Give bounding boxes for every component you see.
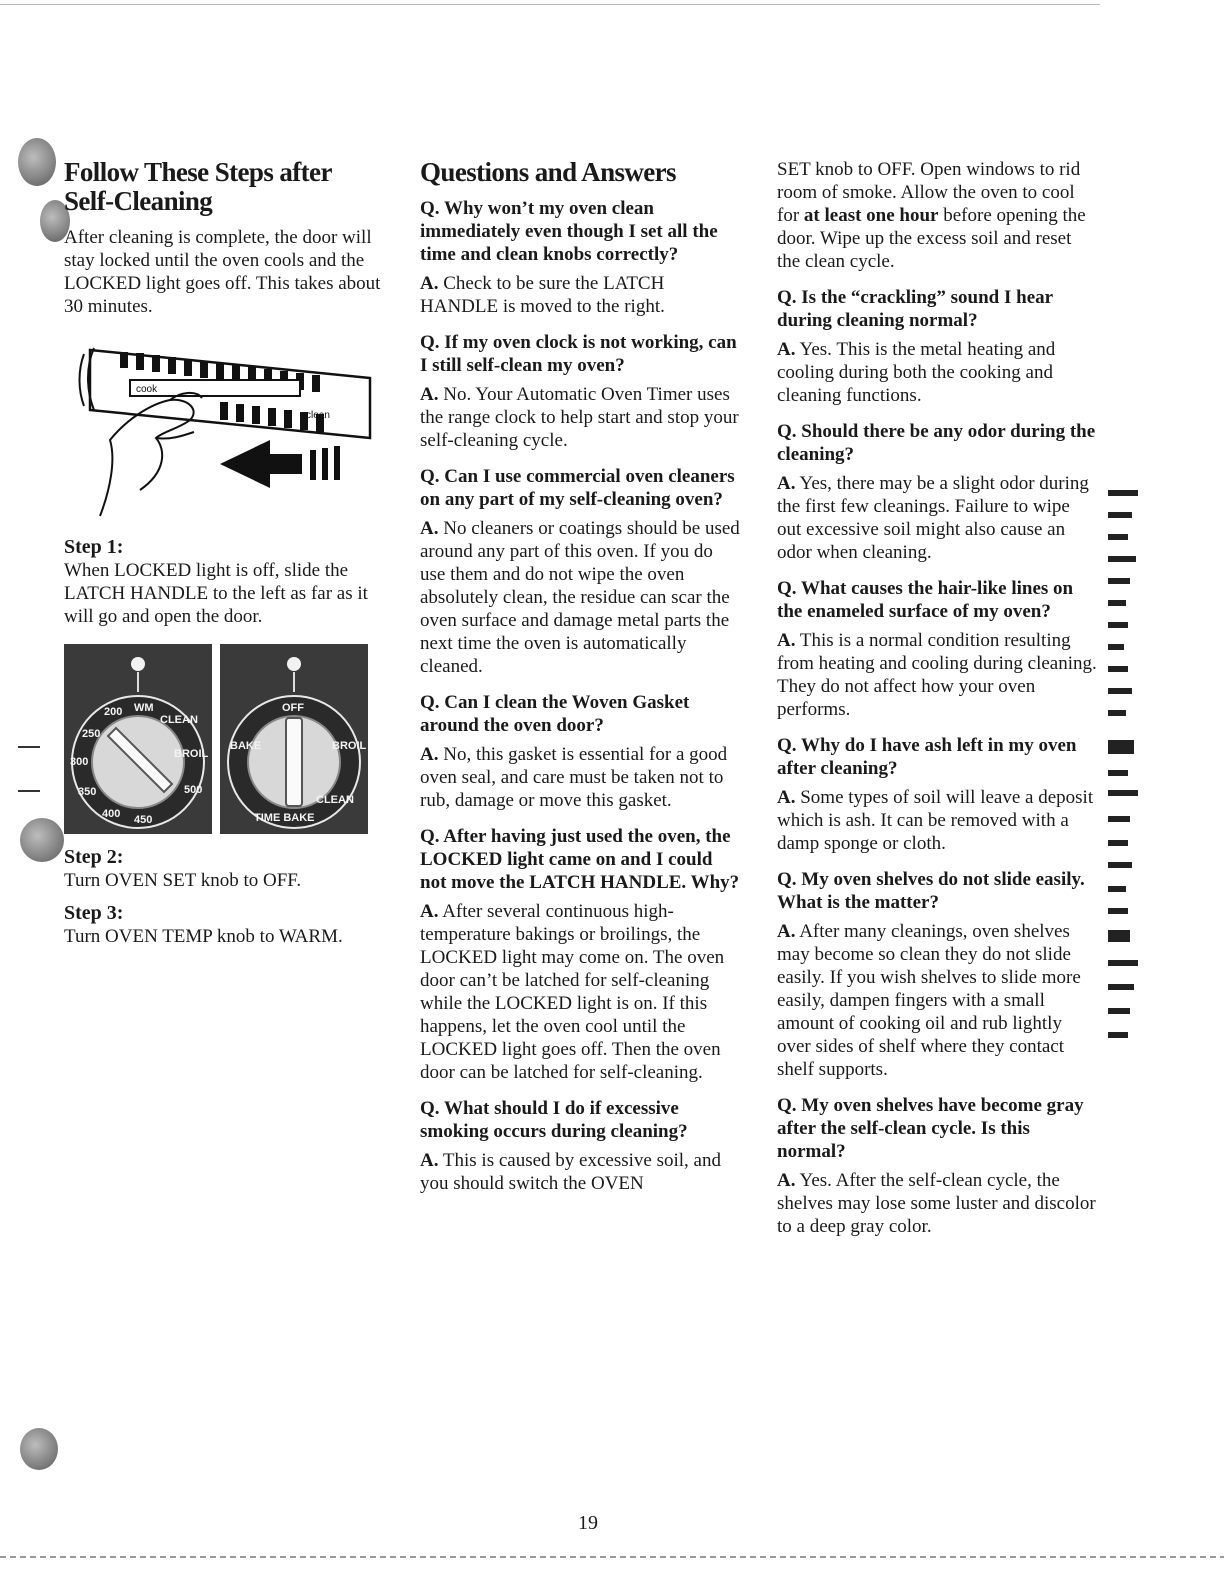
step3-label: Step 3: <box>64 902 124 924</box>
question: Q. My oven shelves do not slide easily. What is the matter? <box>777 869 1085 913</box>
answer: A. Yes, there may be a slight odor during the first few cleanings. Failure to wipe out excessive soil might also cause an odor when cleaning. <box>777 473 1089 563</box>
oven-temp-knob-photo <box>64 644 212 834</box>
knob1-label-clean: CLEAN <box>160 714 198 726</box>
steps-intro: After cleaning is complete, the door will stay locked until the oven cools and the LOCKED light goes off. This takes about 30 minutes. <box>64 227 381 317</box>
answer: A. Yes. This is the metal heating and cooling during both the cooking and cleaning functions. <box>777 339 1056 406</box>
scan-edge-marks <box>1108 490 1156 1060</box>
knob1-label-400: 400 <box>102 808 121 820</box>
question: Q. After having just used the oven, the LOCKED light came on and I could not move the LATCH HANDLE. Why? <box>420 826 740 893</box>
knob2-label-bake: BAKE <box>230 740 262 752</box>
qa-heading: Questions and Answers <box>420 157 676 187</box>
bottom-rule <box>0 1556 1224 1558</box>
answer: A. No, this gasket is essential for a good oven seal, and care must be taken not to rub, damage or move this gasket. <box>420 744 728 811</box>
question: Q. My oven shelves have become gray after the self-clean cycle. Is this normal? <box>777 1095 1084 1162</box>
step1-label: Step 1: <box>64 536 124 558</box>
knob2-label-broil: BROIL <box>332 740 367 752</box>
answer: A. Some types of soil will leave a deposit which is ash. It can be removed with a damp sponge or cloth. <box>777 787 1094 854</box>
knob2-label-off: OFF <box>282 702 304 714</box>
question: Q. Why won’t my oven clean immediately even though I set all the time and clean knobs correctly? <box>420 198 718 265</box>
knob2-label-time-bake: TIME BAKE <box>254 812 315 824</box>
question: Q. What should I do if excessive smoking occurs during cleaning? <box>420 1098 688 1142</box>
question: Q. If my oven clock is not working, can I still self-clean my oven? <box>420 332 737 376</box>
question: Q. Can I clean the Woven Gasket around the oven door? <box>420 692 690 736</box>
binding-hole-bottom <box>20 1428 58 1470</box>
step2-text: Turn OVEN SET knob to OFF. <box>64 870 302 891</box>
answer: A. Check to be sure the LATCH HANDLE is moved to the right. <box>420 273 665 317</box>
question: Q. Should there be any odor during the cleaning? <box>777 421 1096 465</box>
step3-text: Turn OVEN TEMP knob to WARM. <box>64 926 343 947</box>
knob1-label-450: 450 <box>134 814 153 826</box>
latch-handle-illustration <box>70 340 385 518</box>
knob1-label-300: 300 <box>70 756 89 768</box>
knob1-label-500: 500 <box>184 784 203 796</box>
answer: A. This is caused by excessive soil, and you should switch the OVEN <box>420 1150 721 1194</box>
binding-hole-middle <box>20 818 64 862</box>
answer: A. No cleaners or coatings should be used around any part of this oven. If you do use them and do not wipe the oven absolutely clean, the residue can scar the oven surface and damage metal parts the next time the oven is automatically cleaned. <box>420 518 740 677</box>
latch-label-clean: clean <box>306 410 330 421</box>
knob1-label-350: 350 <box>78 786 97 798</box>
question: Q. Can I use commercial oven cleaners on any part of my self-cleaning oven? <box>420 466 735 510</box>
margin-mark <box>18 790 40 792</box>
knob1-label-200: 200 <box>104 706 123 718</box>
answer: A. After many cleanings, oven shelves may become so clean they do not slide easily. If you wish shelves to slide more easily, dampen fingers with a small amount of cooking oil and rub lightly over sides of shelf where they contact shelf supports. <box>777 921 1081 1080</box>
oven-set-knob-photo <box>220 644 368 834</box>
binding-hole-top <box>18 138 56 186</box>
qa-column-right <box>777 158 1097 1251</box>
knob2-label-clean: CLEAN <box>316 794 354 806</box>
steps-heading: Follow These Steps after Self-Cleaning <box>64 157 332 216</box>
answer: A. After several continuous high-temperature bakings or broilings, the LOCKED light may come on. The oven door can’t be latched for self-cleaning while the LOCKED light is on. If this happens, let the oven cool until the LOCKED light goes off. Then the oven door can be latched for self-cleaning. <box>420 901 725 1083</box>
top-rule <box>0 4 1100 5</box>
answer: A. No. Your Automatic Oven Timer uses the range clock to help start and stop your self-cleaning cycle. <box>420 384 739 451</box>
answer-continued: SET knob to OFF. Open windows to rid room of smoke. Allow the oven to cool for at least one hour before opening the door. Wipe up the excess soil and reset the clean cycle. <box>777 159 1086 272</box>
step1-text: When LOCKED light is off, slide the LATCH HANDLE to the left as far as it will go and open the door. <box>64 560 368 627</box>
answer: A. This is a normal condition resulting from heating and cooling during cleaning. They do not affect how your oven performs. <box>777 630 1097 720</box>
question: Q. What causes the hair-like lines on the enameled surface of my oven? <box>777 578 1074 622</box>
margin-mark <box>18 746 40 748</box>
knob-photos <box>64 644 384 834</box>
answer: A. Yes. After the self-clean cycle, the shelves may lose some luster and discolor to a deep gray color. <box>777 1170 1096 1237</box>
knob1-label-250: 250 <box>82 728 101 740</box>
knob1-label-broil: BROIL <box>174 748 209 760</box>
question: Q. Is the “crackling” sound I hear during cleaning normal? <box>777 287 1053 331</box>
steps-column <box>64 150 384 958</box>
page-number: 19 <box>578 1512 598 1534</box>
question: Q. Why do I have ash left in my oven after cleaning? <box>777 735 1077 779</box>
knob1-label-wm: WM <box>134 702 154 714</box>
step2-label: Step 2: <box>64 846 124 868</box>
latch-label-cook: cook <box>136 384 158 395</box>
qa-column-middle <box>420 150 740 1208</box>
